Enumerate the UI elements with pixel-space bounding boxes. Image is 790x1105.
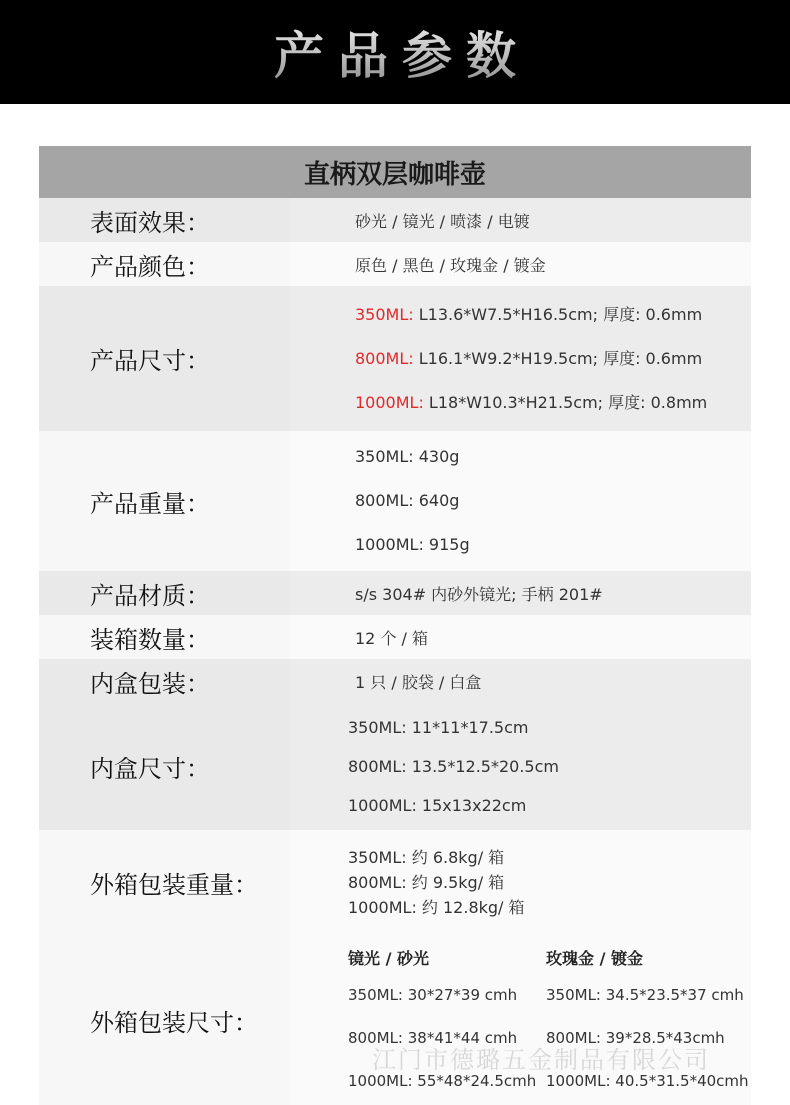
- inner-size-line: 350ML: 11*11*17.5cm: [348, 718, 529, 737]
- weight-line: 1000ML: 915g: [355, 535, 470, 554]
- row-label: 内盒包装：: [90, 669, 210, 698]
- outer-size-line: 800ML: 38*41*44 cmh: [348, 1028, 518, 1047]
- outer-size-columns: [348, 938, 751, 1103]
- row-value: s/s 304# 内砂外镜光; 手柄 201#: [290, 571, 751, 615]
- size-text: L18*W10.3*H21.5cm; 厚度: 0.8mm: [423, 392, 708, 412]
- row-value: [290, 935, 751, 1105]
- product-name: 直柄双层咖啡壶: [39, 146, 751, 198]
- company-watermark: 江门市德璐五金制品有限公司: [372, 1046, 710, 1074]
- row-weight: [39, 431, 751, 571]
- row-value: [290, 431, 751, 571]
- outer-size-line: 1000ML: 55*48*24.5cmh: [348, 1071, 537, 1090]
- row-value: [290, 286, 751, 431]
- finish-heading: 镜光 / 砂光: [348, 948, 429, 968]
- row-value: 1 只 / 胶袋 / 白盒: [290, 659, 751, 703]
- row-label: 产品材质：: [90, 581, 210, 610]
- finish-column: [546, 938, 749, 1103]
- row-label: 产品颜色：: [90, 252, 210, 281]
- row-label: 内盒尺寸：: [90, 755, 210, 783]
- spec-table: [39, 146, 751, 1105]
- page-title: 产品参数: [260, 16, 530, 88]
- row-value: [290, 830, 751, 935]
- row-value: 原色 / 黑色 / 玫瑰金 / 镀金: [290, 242, 751, 286]
- row-outer-weight: [39, 830, 751, 935]
- row-label: 表面效果：: [90, 208, 210, 237]
- row-label: 产品尺寸：: [90, 347, 210, 375]
- row-label: 装箱数量：: [90, 625, 210, 654]
- outer-size-line: 1000ML: 40.5*31.5*40cmh: [546, 1071, 749, 1090]
- row-inner-size: [39, 703, 751, 830]
- row-surface: [39, 198, 751, 242]
- size-line: [355, 337, 751, 381]
- weight-line: 350ML: 430g: [355, 447, 460, 466]
- inner-size-line: 1000ML: 15x13x22cm: [348, 796, 527, 815]
- finish-column: [348, 938, 546, 1103]
- row-color: [39, 242, 751, 286]
- capacity-label: 350ML:: [355, 304, 414, 324]
- weight-line: 800ML: 640g: [355, 491, 460, 510]
- finish-heading: 玫瑰金 / 镀金: [546, 948, 643, 968]
- size-line: [355, 381, 751, 425]
- size-text: L13.6*W7.5*H16.5cm; 厚度: 0.6mm: [413, 304, 703, 324]
- row-value: [290, 703, 751, 830]
- capacity-label: 800ML:: [355, 348, 414, 368]
- row-box-qty: [39, 615, 751, 659]
- outer-size-line: 350ML: 34.5*23.5*37 cmh: [546, 985, 744, 1004]
- outer-weight-line: 1000ML: 约 12.8kg/ 箱: [348, 898, 525, 917]
- row-material: [39, 571, 751, 615]
- row-inner-pack: [39, 659, 751, 703]
- outer-weight-line: 350ML: 约 6.8kg/ 箱: [348, 848, 505, 867]
- row-outer-size: [39, 935, 751, 1105]
- row-value: 砂光 / 镜光 / 喷漆 / 电镀: [290, 198, 751, 242]
- capacity-label: 1000ML:: [355, 392, 424, 412]
- row-label: 外箱包装重量：: [90, 871, 258, 899]
- outer-weight-line: 800ML: 约 9.5kg/ 箱: [348, 873, 505, 892]
- row-label: 产品重量：: [90, 489, 210, 518]
- page-header: [0, 0, 790, 104]
- size-text: L16.1*W9.2*H19.5cm; 厚度: 0.6mm: [413, 348, 703, 368]
- row-label: 外箱包装尺寸：: [90, 1008, 258, 1037]
- outer-size-line: 350ML: 30*27*39 cmh: [348, 985, 518, 1004]
- inner-size-line: 800ML: 13.5*12.5*20.5cm: [348, 757, 559, 776]
- size-line: [355, 293, 751, 337]
- row-size: [39, 286, 751, 431]
- row-value: 12 个 / 箱: [290, 615, 751, 659]
- outer-size-line: 800ML: 39*28.5*43cmh: [546, 1028, 725, 1047]
